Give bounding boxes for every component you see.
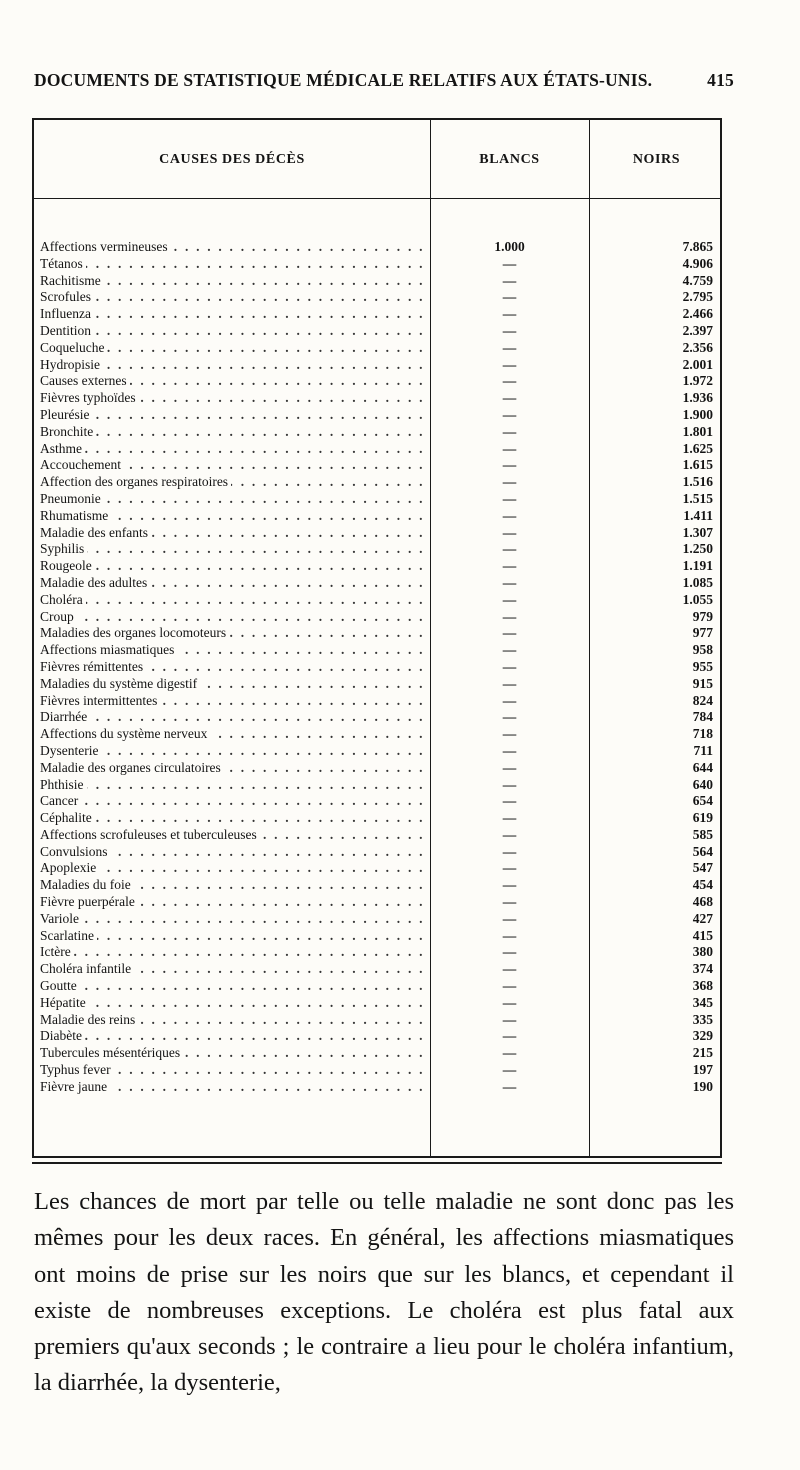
noirs-cell: 335: [692, 1011, 713, 1027]
cause-label: Goutte: [40, 978, 80, 993]
cause-cell: [40, 273, 424, 290]
noirs-cell: 1.250: [682, 541, 713, 557]
noirs-cell: 2.466: [682, 306, 713, 322]
table-row: [34, 911, 720, 928]
column-header-noirs: NOIRS: [632, 152, 681, 167]
mortality-table: [32, 118, 722, 1158]
cause-label: Rougeole: [40, 558, 95, 573]
cause-cell: [40, 357, 424, 374]
cause-label: Hydropisie: [40, 357, 103, 372]
table-row: [34, 525, 720, 542]
noirs-cell: 2.795: [682, 289, 713, 305]
blancs-cell: —: [502, 1045, 517, 1061]
table-row: [34, 256, 720, 273]
cause-label: Maladie des adultes: [40, 575, 150, 590]
noirs-cell: 547: [692, 860, 713, 876]
cause-cell: [40, 659, 424, 676]
table-row: [34, 961, 720, 978]
noirs-cell: 2.001: [682, 356, 713, 372]
table-row: [34, 340, 720, 357]
noirs-cell: 4.759: [682, 272, 713, 288]
noirs-cell: 958: [692, 642, 713, 658]
body-paragraph: Les chances de mort par telle ou telle maladie ne sont donc pas les mêmes pour les deux races. En général, les affections miasmatiques ont moins de prise sur les noirs que sur les blancs, et cependant il existe de nombreuses exceptions. Le choléra est plus fatal aux premiers qu'aux seconds ; le contraire a lieu pour le choléra infantium, la diarrhée, la dysenterie,: [34, 1188, 734, 1397]
noirs-cell: 955: [692, 658, 713, 674]
table-row: [34, 390, 720, 407]
cause-cell: [40, 793, 424, 810]
blancs-cell: —: [502, 591, 517, 607]
table-row: [34, 541, 720, 558]
blancs-cell: —: [502, 726, 517, 742]
column-header-blancs: BLANCS: [479, 152, 540, 167]
noirs-cell: 654: [692, 793, 713, 809]
blancs-cell: —: [502, 927, 517, 943]
table-row: [34, 877, 720, 894]
noirs-cell: 1.625: [682, 440, 713, 456]
table-row: [34, 709, 720, 726]
cause-label: Maladie des reins: [40, 1012, 138, 1027]
table-row: [34, 777, 720, 794]
running-header: [34, 70, 734, 94]
cause-cell: [40, 306, 424, 323]
noirs-cell: 454: [692, 877, 713, 893]
table-row: [34, 609, 720, 626]
cause-cell: [40, 525, 424, 542]
noirs-cell: 718: [692, 726, 713, 742]
table-row: [34, 491, 720, 508]
noirs-cell: 564: [692, 843, 713, 859]
cause-label: Tétanos: [40, 256, 86, 271]
cause-cell: [40, 390, 424, 407]
noirs-cell: 7.865: [682, 239, 713, 254]
noirs-cell: 824: [692, 692, 713, 708]
cause-label: Affections miasmatiques: [40, 642, 177, 657]
cause-label: Croup: [40, 609, 77, 624]
cause-label: Fièvres typhoïdes: [40, 390, 139, 405]
noirs-cell: 1.055: [682, 591, 713, 607]
cause-cell: [40, 373, 424, 390]
cause-label: Coqueluche: [40, 340, 107, 355]
blancs-cell: —: [502, 709, 517, 725]
cause-label: Diarrhée: [40, 709, 90, 724]
cause-cell: [40, 457, 424, 474]
noirs-cell: 329: [692, 1028, 713, 1044]
table-row: [34, 575, 720, 592]
cause-label: Cancer: [40, 793, 81, 808]
cause-label: Bronchite: [40, 424, 96, 439]
cause-label: Hépatite: [40, 995, 89, 1010]
cause-cell: [40, 407, 424, 424]
blancs-cell: —: [502, 390, 517, 406]
noirs-cell: 979: [692, 608, 713, 624]
blancs-cell: —: [502, 541, 517, 557]
cause-cell: [40, 810, 424, 827]
noirs-cell: 368: [692, 978, 713, 994]
table-row: [34, 407, 720, 424]
table-row: [34, 659, 720, 676]
table-row: [34, 676, 720, 693]
noirs-cell: 1.936: [682, 390, 713, 406]
blancs-cell: —: [502, 558, 517, 574]
table-row: [34, 793, 720, 810]
table-row: [34, 323, 720, 340]
noirs-cell: 1.307: [682, 524, 713, 540]
cause-label: Rhumatisme: [40, 508, 111, 523]
noirs-cell: 427: [692, 910, 713, 926]
cause-cell: [40, 441, 424, 458]
cause-cell: [40, 1045, 424, 1062]
blancs-cell: —: [502, 759, 517, 775]
blancs-cell: —: [502, 642, 517, 658]
cause-label: Céphalite: [40, 810, 95, 825]
cause-cell: [40, 978, 424, 995]
table-row: [34, 1028, 720, 1045]
noirs-cell: 1.801: [682, 423, 713, 439]
blancs-cell: —: [502, 793, 517, 809]
noirs-cell: 1.516: [682, 474, 713, 490]
blancs-cell: —: [502, 356, 517, 372]
noirs-cell: 374: [692, 961, 713, 977]
cause-label: Maladies du système digestif: [40, 676, 200, 691]
table-row: [34, 760, 720, 777]
cause-cell: [40, 743, 424, 760]
blancs-cell: —: [502, 860, 517, 876]
blancs-cell: —: [502, 742, 517, 758]
noirs-cell: 1.191: [682, 558, 713, 574]
cause-label: Variole: [40, 911, 82, 926]
noirs-cell: 1.411: [683, 507, 713, 523]
noirs-cell: 1.972: [682, 373, 713, 389]
blancs-cell: —: [502, 608, 517, 624]
cause-label: Apoplexie: [40, 860, 99, 875]
header-title: DOCUMENTS DE STATISTIQUE MÉDICALE RELATIFS AUX ÉTATS-UNIS.: [34, 70, 653, 90]
cause-label: Affections du système nerveux: [40, 726, 210, 741]
table-body: [34, 239, 720, 1096]
cause-cell: [40, 676, 424, 693]
blancs-cell: —: [502, 1078, 517, 1094]
blancs-cell: —: [502, 894, 517, 910]
noirs-cell: 415: [692, 927, 713, 943]
blancs-cell: —: [502, 961, 517, 977]
table-row: [34, 424, 720, 441]
noirs-cell: 619: [692, 810, 713, 826]
noirs-cell: 197: [692, 1062, 713, 1078]
table-row: [34, 810, 720, 827]
noirs-cell: 784: [692, 709, 713, 725]
noirs-cell: 1.515: [682, 490, 713, 506]
cause-label: Dysenterie: [40, 743, 101, 758]
noirs-cell: 977: [692, 625, 713, 641]
cause-label: Fièvres rémittentes: [40, 659, 146, 674]
cause-label: Affections vermineuses: [40, 239, 171, 254]
blancs-cell: —: [502, 692, 517, 708]
cause-label: Maladies du foie: [40, 877, 134, 892]
cause-label: Asthme: [40, 441, 85, 456]
cause-cell: [40, 726, 424, 743]
table-row: [34, 306, 720, 323]
cause-label: Choléra: [40, 592, 86, 607]
cause-cell: [40, 289, 424, 306]
cause-cell: [40, 961, 424, 978]
cause-label: Scrofules: [40, 289, 94, 304]
blancs-cell: —: [502, 339, 517, 355]
noirs-cell: 468: [692, 894, 713, 910]
table-row: [34, 625, 720, 642]
blancs-cell: —: [502, 524, 517, 540]
cause-cell: [40, 609, 424, 626]
blancs-cell: —: [502, 406, 517, 422]
noirs-cell: 2.356: [682, 339, 713, 355]
cause-cell: [40, 323, 424, 340]
cause-cell: [40, 592, 424, 609]
cause-label: Pleurésie: [40, 407, 93, 422]
column-header-causes: CAUSES DES DÉCÈS: [159, 152, 305, 167]
cause-label: Maladie des enfants: [40, 525, 151, 540]
cause-label: Choléra infantile: [40, 961, 134, 976]
cause-cell: [40, 827, 424, 844]
cause-label: Typhus fever: [40, 1062, 114, 1077]
cause-cell: [40, 1079, 424, 1096]
cause-cell: [40, 256, 424, 273]
cause-label: Rachitisme: [40, 273, 104, 288]
blancs-cell: —: [502, 826, 517, 842]
table-row: [34, 239, 720, 256]
cause-cell: [40, 877, 424, 894]
blancs-cell: —: [502, 944, 517, 960]
table-row: [34, 1045, 720, 1062]
cause-label: Ictère: [40, 944, 74, 959]
cause-label: Scarlatine: [40, 928, 97, 943]
cause-cell: [40, 474, 424, 491]
noirs-cell: 640: [692, 776, 713, 792]
table-row: [34, 844, 720, 861]
table-row: [34, 928, 720, 945]
blancs-cell: —: [502, 1028, 517, 1044]
cause-cell: [40, 911, 424, 928]
cause-cell: [40, 777, 424, 794]
table-row: [34, 457, 720, 474]
blancs-cell: —: [502, 625, 517, 641]
cause-cell: [40, 424, 424, 441]
cause-cell: [40, 541, 424, 558]
cause-label: Dentition: [40, 323, 94, 338]
blancs-cell: —: [502, 978, 517, 994]
blancs-cell: —: [502, 658, 517, 674]
cause-cell: [40, 693, 424, 710]
blancs-cell: 1.000: [494, 239, 525, 254]
cause-label: Fièvre jaune: [40, 1079, 110, 1094]
noirs-cell: 215: [692, 1045, 713, 1061]
cause-label: Affection des organes respiratoires: [40, 474, 231, 489]
cause-label: Maladie des organes circulatoires: [40, 760, 224, 775]
blancs-cell: —: [502, 994, 517, 1010]
table-row: [34, 978, 720, 995]
cause-cell: [40, 1028, 424, 1045]
table-row: [34, 1079, 720, 1096]
cause-cell: [40, 625, 424, 642]
noirs-cell: 190: [692, 1078, 713, 1094]
blancs-cell: —: [502, 675, 517, 691]
noirs-cell: 380: [692, 944, 713, 960]
noirs-cell: 345: [692, 994, 713, 1010]
cause-cell: [40, 558, 424, 575]
cause-label: Convulsions: [40, 844, 111, 859]
noirs-cell: 1.615: [682, 457, 713, 473]
cause-cell: [40, 760, 424, 777]
blancs-cell: —: [502, 877, 517, 893]
noirs-cell: 711: [693, 742, 713, 758]
cause-label: Affections scrofuleuses et tuberculeuses: [40, 827, 260, 842]
table-row: [34, 642, 720, 659]
cause-cell: [40, 508, 424, 525]
table-row: [34, 592, 720, 609]
blancs-cell: —: [502, 306, 517, 322]
cause-cell: [40, 894, 424, 911]
table-row: [34, 373, 720, 390]
blancs-cell: —: [502, 289, 517, 305]
table-row: [34, 357, 720, 374]
cause-label: Accouchement: [40, 457, 124, 472]
table-row: [34, 726, 720, 743]
noirs-cell: 915: [692, 675, 713, 691]
blancs-cell: —: [502, 574, 517, 590]
table-row: [34, 693, 720, 710]
table-row: [34, 743, 720, 760]
cause-cell: [40, 709, 424, 726]
blancs-cell: —: [502, 440, 517, 456]
cause-cell: [40, 1012, 424, 1029]
table-row: [34, 474, 720, 491]
blancs-cell: —: [502, 507, 517, 523]
table-row: [34, 1062, 720, 1079]
header-rule: [34, 198, 720, 199]
blancs-cell: —: [502, 322, 517, 338]
table-row: [34, 558, 720, 575]
cause-label: Diabète: [40, 1028, 85, 1043]
cause-cell: [40, 642, 424, 659]
cause-cell: [40, 239, 424, 256]
cause-label: Pneumonie: [40, 491, 104, 506]
blancs-cell: —: [502, 373, 517, 389]
noirs-cell: 585: [692, 826, 713, 842]
cause-label: Syphilis: [40, 541, 87, 556]
blancs-cell: —: [502, 423, 517, 439]
blancs-cell: —: [502, 474, 517, 490]
table-row: [34, 995, 720, 1012]
table-row: [34, 1012, 720, 1029]
cause-cell: [40, 1062, 424, 1079]
table-row: [34, 944, 720, 961]
blancs-cell: —: [502, 1062, 517, 1078]
blancs-cell: —: [502, 910, 517, 926]
cause-label: Influenza: [40, 306, 94, 321]
table-row: [34, 273, 720, 290]
blancs-cell: —: [502, 776, 517, 792]
cause-label: Tubercules mésentériques: [40, 1045, 183, 1060]
table-row: [34, 894, 720, 911]
cause-cell: [40, 844, 424, 861]
blancs-cell: —: [502, 457, 517, 473]
blancs-cell: —: [502, 1011, 517, 1027]
noirs-cell: 2.397: [682, 322, 713, 338]
blancs-cell: —: [502, 810, 517, 826]
cause-label: Causes externes: [40, 373, 130, 388]
table-row: [34, 508, 720, 525]
cause-cell: [40, 860, 424, 877]
cause-label: Fièvre puerpérale: [40, 894, 138, 909]
noirs-cell: 1.085: [682, 574, 713, 590]
cause-cell: [40, 575, 424, 592]
table-row: [34, 441, 720, 458]
cause-cell: [40, 340, 424, 357]
blancs-cell: —: [502, 843, 517, 859]
table-row: [34, 289, 720, 306]
bottom-double-rule: [32, 1162, 722, 1164]
cause-label: Maladies des organes locomoteurs: [40, 625, 229, 640]
noirs-cell: 4.906: [682, 255, 713, 271]
cause-cell: [40, 491, 424, 508]
blancs-cell: —: [502, 255, 517, 271]
table-row: [34, 860, 720, 877]
cause-label: Phthisie: [40, 777, 87, 792]
cause-label: Fièvres intermittentes: [40, 693, 160, 708]
blancs-cell: —: [502, 490, 517, 506]
noirs-cell: 644: [692, 759, 713, 775]
cause-cell: [40, 944, 424, 961]
page-number: 415: [707, 70, 734, 90]
cause-cell: [40, 995, 424, 1012]
noirs-cell: 1.900: [682, 406, 713, 422]
cause-cell: [40, 928, 424, 945]
table-row: [34, 827, 720, 844]
blancs-cell: —: [502, 272, 517, 288]
